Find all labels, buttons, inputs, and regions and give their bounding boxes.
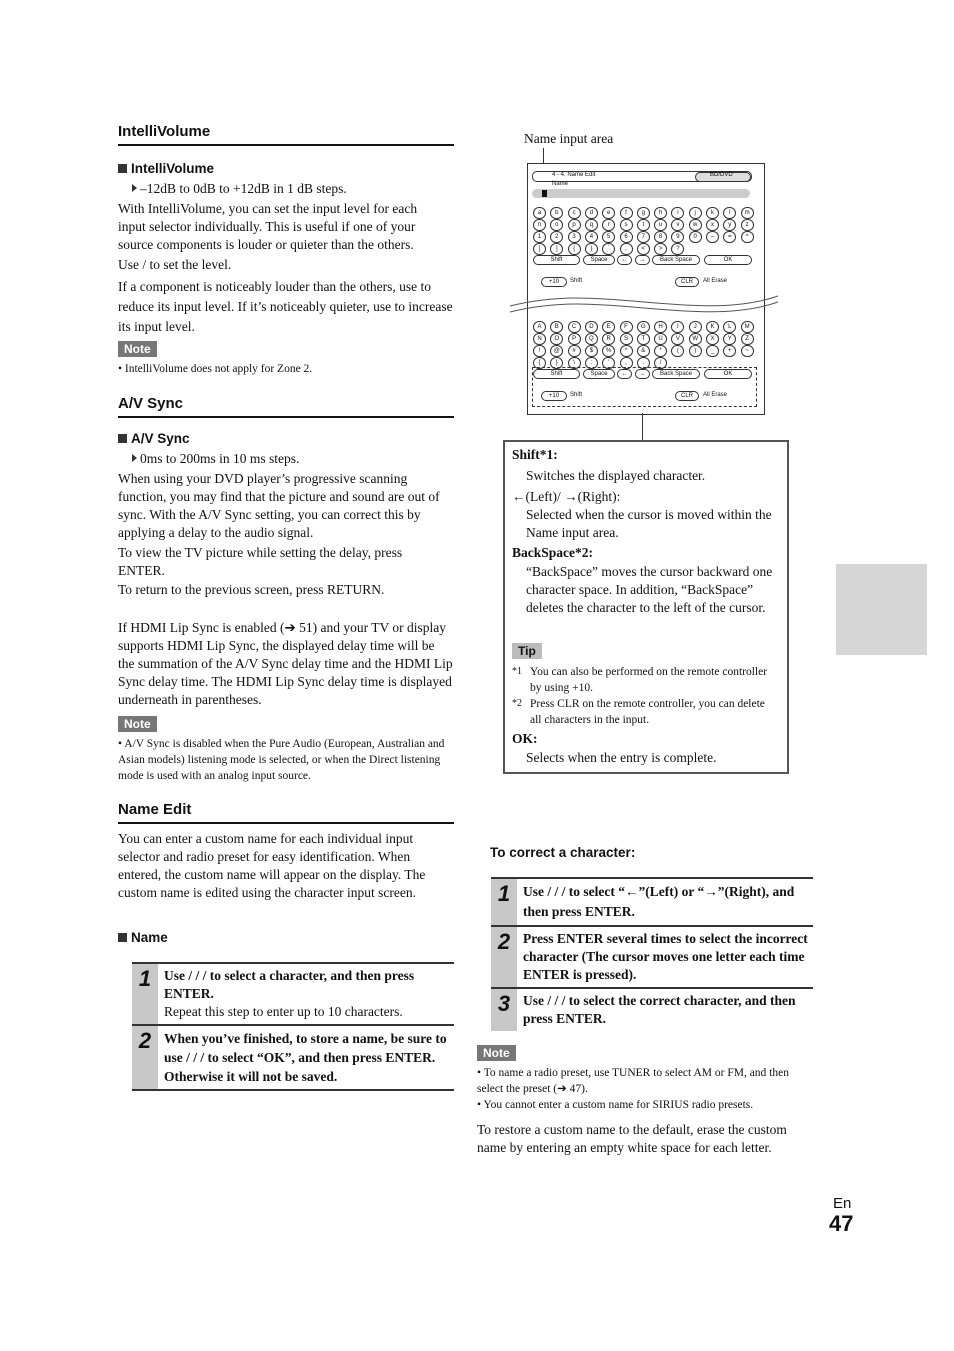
figure-caption: Name input area: [524, 131, 614, 146]
char-key[interactable]: t: [637, 219, 650, 231]
nameedit-paragraph-1: You can enter a custom name for each individual input selector and radio preset for easy identification. When entered, the custom name will appear on the display. The custom name is edited using the character input screen.: [118, 831, 426, 900]
intellivolume-paragraph-2: Use / to set the level.: [118, 257, 232, 272]
char-key[interactable]: ?: [671, 243, 684, 255]
char-key[interactable]: A: [533, 321, 546, 333]
char-key[interactable]: 2: [550, 231, 563, 243]
char-key[interactable]: $: [585, 345, 598, 357]
shift-key[interactable]: Shift: [533, 369, 580, 379]
tip-text: You can also be performed on the remote controller by using +10.: [530, 666, 768, 694]
tip-2: [512, 696, 774, 728]
side-tab: [836, 564, 927, 655]
note-text: IntelliVolume does not apply for Zone 2.: [124, 363, 313, 375]
nameedit-steps: [132, 962, 454, 1091]
step-text: Use / / / to select the correct character, and then press ENTER.: [523, 993, 796, 1026]
char-key[interactable]: a: [533, 207, 546, 219]
char-key[interactable]: F: [620, 321, 633, 333]
char-key[interactable]: *: [654, 345, 667, 357]
arrows-description: Selected when the cursor is moved within the Name input area.: [526, 507, 772, 540]
plus10-key: +10: [541, 391, 567, 401]
footer-allerase-label: All Erase: [703, 392, 728, 398]
char-key[interactable]: [: [533, 243, 546, 255]
ok-key[interactable]: OK: [704, 255, 752, 265]
char-key[interactable]: W: [689, 333, 702, 345]
tip-mark: *1: [512, 666, 522, 677]
left-key[interactable]: ←: [617, 255, 632, 265]
char-key[interactable]: b: [550, 207, 563, 219]
step-text: Use / / / to select “←”(Left) or “→”(Right), and then press ENTER.: [523, 884, 795, 919]
char-key[interactable]: u: [654, 219, 667, 231]
section-heading-intellivolume: IntelliVolume: [118, 123, 454, 146]
char-key[interactable]: x: [706, 219, 719, 231]
char-key[interactable]: {: [568, 243, 581, 255]
char-key[interactable]: M: [741, 321, 754, 333]
char-key[interactable]: ;: [620, 243, 633, 255]
subsection-label: A/V Sync: [131, 431, 190, 446]
char-key[interactable]: B: [550, 321, 563, 333]
char-key[interactable]: K: [706, 321, 719, 333]
char-key[interactable]: X: [706, 333, 719, 345]
char-key[interactable]: /: [654, 357, 667, 369]
arrows-title: ←(Left)/ →(Right):: [512, 489, 621, 504]
avsync-paragraph-1: When using your DVD player’s progressive scanning function, you may find that the picture and sound are out of sync. With the A/V Sync setting, you can correct this by applying a delay to the audio signal.: [118, 471, 440, 540]
backspace-key[interactable]: Back Space: [652, 255, 700, 265]
char-key[interactable]: 5: [602, 231, 615, 243]
char-key[interactable]: g: [637, 207, 650, 219]
step-1: [491, 879, 813, 927]
char-key[interactable]: (: [671, 345, 684, 357]
left-key[interactable]: ←: [617, 369, 632, 379]
section-heading-nameedit: Name Edit: [118, 801, 454, 824]
char-key[interactable]: m: [741, 207, 754, 219]
char-key[interactable]: R: [602, 333, 615, 345]
char-key[interactable]: p: [568, 219, 581, 231]
char-key[interactable]: e: [602, 207, 615, 219]
step-2: [491, 927, 813, 989]
char-key[interactable]: ): [689, 345, 702, 357]
step-number: 1: [491, 879, 517, 925]
char-key[interactable]: 1: [533, 231, 546, 243]
char-key[interactable]: O: [550, 333, 563, 345]
step-instruction: Use / / / to select a character, and then press ENTER.: [164, 968, 415, 1001]
char-key[interactable]: !: [533, 345, 546, 357]
char-key[interactable]: o: [550, 219, 563, 231]
char-key[interactable]: q: [585, 219, 598, 231]
step-3: [491, 989, 813, 1031]
range-text: –12dB to 0dB to +12dB in 1 dB steps.: [140, 181, 347, 196]
subsection-label: IntelliVolume: [131, 161, 215, 176]
subsection-heading-name: [118, 930, 168, 945]
char-key[interactable]: v: [671, 219, 684, 231]
char-key[interactable]: n: [533, 219, 546, 231]
char-key[interactable]: :: [585, 357, 598, 369]
char-key[interactable]: &: [637, 345, 650, 357]
char-key[interactable]: r: [602, 219, 615, 231]
char-key[interactable]: Y: [723, 333, 736, 345]
char-key[interactable]: J: [689, 321, 702, 333]
char-key[interactable]: 9: [671, 231, 684, 243]
char-key[interactable]: S: [620, 333, 633, 345]
char-key[interactable]: c: [568, 207, 581, 219]
range-text: 0ms to 200ms in 10 ms steps.: [140, 451, 300, 466]
footer-allerase-label: All Erase: [703, 278, 728, 284]
step-text: When you’ve finished, to store a name, be sure to use / / / to select “OK”, and then press ENTER. Otherwise it will not be saved.: [164, 1031, 447, 1084]
avsync-range: [132, 451, 299, 467]
char-key[interactable]: j: [689, 207, 702, 219]
section-heading-avsync: A/V Sync: [118, 395, 454, 418]
char-key[interactable]: 0: [689, 231, 702, 243]
char-key[interactable]: C: [568, 321, 581, 333]
char-key[interactable]: 4: [585, 231, 598, 243]
note-badge: Note: [118, 341, 157, 357]
shift-title: Shift*1:: [512, 447, 558, 462]
char-key[interactable]: s: [620, 219, 633, 231]
source-label: BD/DVD: [710, 172, 733, 178]
step-number: 3: [491, 989, 517, 1031]
avsync-note: • A/V Sync is disabled when the Pure Audio (European, Australian and Asian models) listening mode is selected, or when the Direct listening mode is used with an analog input source.: [118, 738, 445, 782]
space-key[interactable]: Space: [583, 255, 615, 265]
name-input-area[interactable]: [532, 189, 750, 198]
char-key[interactable]: Q: [585, 333, 598, 345]
char-key[interactable]: N: [533, 333, 546, 345]
backspace-description: “BackSpace” moves the cursor backward one character space. In addition, “BackSpace” deletes the character to the left of the cursor.: [526, 564, 773, 615]
char-key[interactable]: +: [723, 345, 736, 357]
note-text: You cannot enter a custom name for SIRIUS radio presets.: [483, 1099, 754, 1111]
char-key[interactable]: 8: [654, 231, 667, 243]
key-description-box: [503, 440, 789, 774]
char-key[interactable]: f: [620, 207, 633, 219]
char-key[interactable]: d: [585, 207, 598, 219]
char-key[interactable]: ~: [741, 345, 754, 357]
char-key[interactable]: 6: [620, 231, 633, 243]
footer-shift-label: Shift: [570, 392, 583, 398]
tip-mark: *2: [512, 698, 522, 709]
backspace-key[interactable]: Back Space: [652, 369, 700, 379]
page-language: En: [833, 1195, 852, 1212]
char-key[interactable]: G: [637, 321, 650, 333]
char-key[interactable]: h: [654, 207, 667, 219]
char-key[interactable]: E: [602, 321, 615, 333]
char-key[interactable]: T: [637, 333, 650, 345]
page-number: 47: [829, 1211, 854, 1236]
char-key[interactable]: L: [723, 321, 736, 333]
char-key[interactable]: @: [550, 345, 563, 357]
avsync-paragraph-3: To return to the previous screen, press RETURN.: [118, 582, 385, 597]
correct-note-1: • To name a radio preset, use TUNER to select AM or FM, and then select the preset (➔ 47).: [477, 1067, 789, 1095]
correct-heading: To correct a character:: [490, 845, 636, 860]
char-key[interactable]: _: [706, 345, 719, 357]
char-key[interactable]: <: [637, 243, 650, 255]
ok-description: Selects when the entry is complete.: [526, 750, 717, 765]
step-2: [132, 1026, 454, 1091]
char-key[interactable]: %: [602, 345, 615, 357]
char-key[interactable]: }: [550, 357, 563, 369]
clr-key: CLR: [675, 277, 699, 287]
tip-badge: Tip: [512, 643, 542, 659]
step-1: [132, 964, 454, 1026]
step-extra: Repeat this step to enter up to 10 characters.: [164, 1004, 403, 1019]
shift-key[interactable]: Shift: [533, 255, 580, 265]
char-key[interactable]: {: [533, 357, 546, 369]
char-key[interactable]: ]: [550, 243, 563, 255]
step-number: 2: [491, 927, 517, 987]
name-label: Name: [552, 181, 569, 187]
shift-description: Switches the displayed character.: [526, 468, 706, 483]
correct-steps: [491, 877, 813, 1031]
char-key[interactable]: –: [706, 231, 719, 243]
ok-key[interactable]: OK: [704, 369, 752, 379]
char-key[interactable]: w: [689, 219, 702, 231]
break-wave: [508, 292, 780, 318]
note-badge: Note: [118, 716, 157, 732]
restore-paragraph: To restore a custom name to the default, erase the custom name by entering an empty white space for each letter.: [477, 1122, 787, 1155]
right-key[interactable]: →: [635, 255, 650, 265]
note-text: A/V Sync is disabled when the Pure Audio (European, Australian and Asian models) listening mode is selected, or when the Direct listening mode is used with an analog input source.: [118, 738, 445, 782]
avsync-paragraph-4: If HDMI Lip Sync is enabled (➔ 51) and your TV or display supports HDMI Lip Sync, the displayed delay time will be the summation of the A/V Sync delay time and the HDMI Lip Sync delay time. The HDMI Lip Sync delay time is displayed underneath in parentheses.: [118, 620, 453, 707]
tip-1: [512, 664, 774, 696]
char-key[interactable]: .: [637, 357, 650, 369]
char-key[interactable]: `: [602, 243, 615, 255]
char-key[interactable]: }: [585, 243, 598, 255]
correct-note-2: • You cannot enter a custom name for SIRIUS radio presets.: [477, 1099, 754, 1111]
subsection-label: Name: [131, 930, 168, 945]
space-key[interactable]: Space: [583, 369, 615, 379]
char-key[interactable]: k: [706, 207, 719, 219]
step-text: [158, 964, 454, 1024]
char-key[interactable]: V: [671, 333, 684, 345]
char-key[interactable]: z: [741, 219, 754, 231]
avsync-paragraph-2: To view the TV picture while setting the delay, press ENTER.: [118, 545, 403, 578]
char-key[interactable]: =: [723, 231, 736, 243]
char-key[interactable]: U: [654, 333, 667, 345]
char-key[interactable]: ^: [620, 345, 633, 357]
char-key[interactable]: 3: [568, 231, 581, 243]
char-key[interactable]: y: [723, 219, 736, 231]
char-key[interactable]: l: [723, 207, 736, 219]
step-number: 1: [132, 964, 158, 1024]
intellivolume-note: • IntelliVolume does not apply for Zone 2.: [118, 363, 313, 375]
plus10-key: +10: [541, 277, 567, 287]
char-key[interactable]: ,: [620, 357, 633, 369]
char-key[interactable]: P: [568, 333, 581, 345]
screen-title: 4 - 4. Name Edit: [552, 172, 596, 178]
char-key[interactable]: ': [602, 357, 615, 369]
char-key[interactable]: I: [671, 321, 684, 333]
char-key[interactable]: H: [654, 321, 667, 333]
char-key[interactable]: 7: [637, 231, 650, 243]
char-key[interactable]: ^: [741, 231, 754, 243]
step-number: 2: [132, 1026, 158, 1089]
backspace-title: BackSpace*2:: [512, 545, 593, 560]
footer-shift-label: Shift: [570, 278, 583, 284]
intellivolume-paragraph-1: With IntelliVolume, you can set the input level for each input selector individually. This is useful if one of your source components is louder or quieter than the others.: [118, 201, 418, 252]
char-key[interactable]: #: [568, 345, 581, 357]
cursor: [542, 190, 547, 197]
subsection-heading-intellivolume: [118, 161, 214, 176]
char-key[interactable]: i: [671, 207, 684, 219]
right-key[interactable]: →: [635, 369, 650, 379]
subsection-heading-avsync: [118, 431, 190, 446]
note-text: To name a radio preset, use TUNER to select AM or FM, and then select the preset (➔ 47).: [477, 1067, 789, 1095]
step-text: Press ENTER several times to select the incorrect character (The cursor moves one letter each time ENTER is pressed).: [523, 931, 808, 982]
tip-text: Press CLR on the remote controller, you can delete all characters in the input.: [530, 698, 765, 726]
char-key[interactable]: D: [585, 321, 598, 333]
char-key[interactable]: \: [568, 357, 581, 369]
note-badge: Note: [477, 1045, 516, 1061]
char-key[interactable]: Z: [741, 333, 754, 345]
ok-title: OK:: [512, 731, 538, 746]
clr-key: CLR: [675, 391, 699, 401]
char-key[interactable]: >: [654, 243, 667, 255]
selected-function-row: [532, 367, 757, 407]
intellivolume-paragraph-3: If a component is noticeably louder than the others, use to reduce its input level. If it’s noticeably quieter, use to increase its input level.: [118, 279, 453, 334]
box-leader-line: [642, 413, 643, 441]
intellivolume-range: [132, 181, 347, 197]
